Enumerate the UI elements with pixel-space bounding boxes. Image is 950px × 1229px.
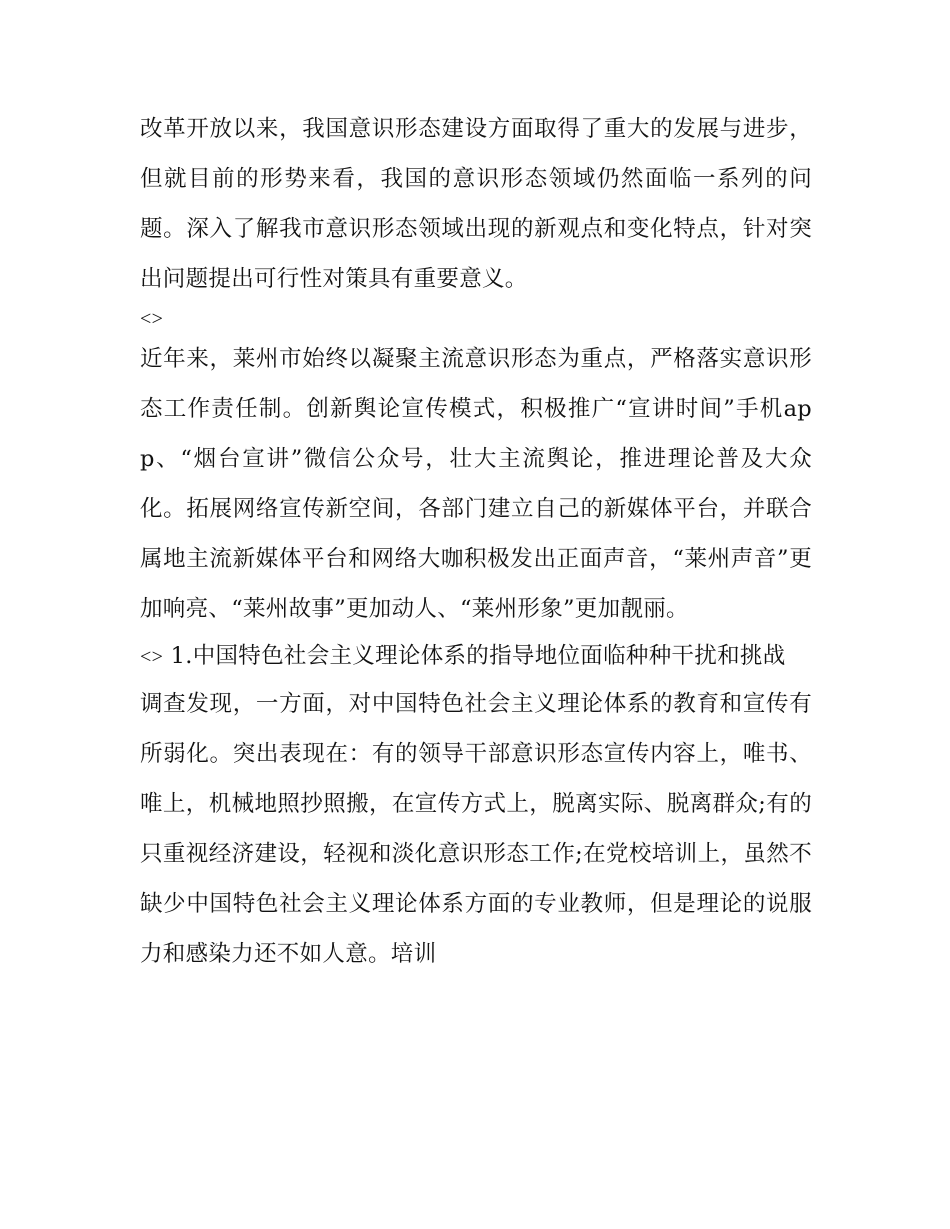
section-marker: <> (140, 308, 164, 330)
paragraph-laizhou: 近年来，莱州市始终以凝聚主流意识形态为重点，严格落实意识形态工作责任制。创新舆论宣传模式，积极推广“宣讲时间”手机app、“烟台宣讲”微信公众号，壮大主流舆论，推进理论普及大众化。拓展网络宣传新空间，各部门建立自己的新媒体平台，并联合属地主流新媒体平台和网络大咖积极发出正面声音，“莱州声音”更加响亮、“莱州故事”更加动人、“莱州形象”更加靓丽。 (140, 346, 812, 622)
paragraph-survey: 调查发现，一方面，对中国特色社会主义理论体系的教育和宣传有所弱化。突出表现在：有的领导干部意识形态宣传内容上，唯书、唯上，机械地照抄照搬，在宣传方式上，脱离实际、脱离群众;有的只重视经济建设，轻视和淡化意识形态工作;在党校培训上，虽然不缺少中国特色社会主义理论体系方面的专业教师，但是理论的说服力和感染力还不如人意。培训 (140, 691, 812, 967)
heading-marker: <> (140, 646, 164, 668)
paragraph-intro: 改革开放以来，我国意识形态建设方面取得了重大的发展与进步，但就目前的形势来看，我国的意识形态领域仍然面临一系列的问题。深入了解我市意识形态领域出现的新观点和变化特点，针对突出问题提出可行性对策具有重要意义。 (140, 116, 812, 292)
heading-text: 1.中国特色社会主义理论体系的指导地位面临种种干扰和挑战 (170, 643, 786, 669)
document-body (140, 104, 812, 979)
section-heading (140, 634, 812, 679)
